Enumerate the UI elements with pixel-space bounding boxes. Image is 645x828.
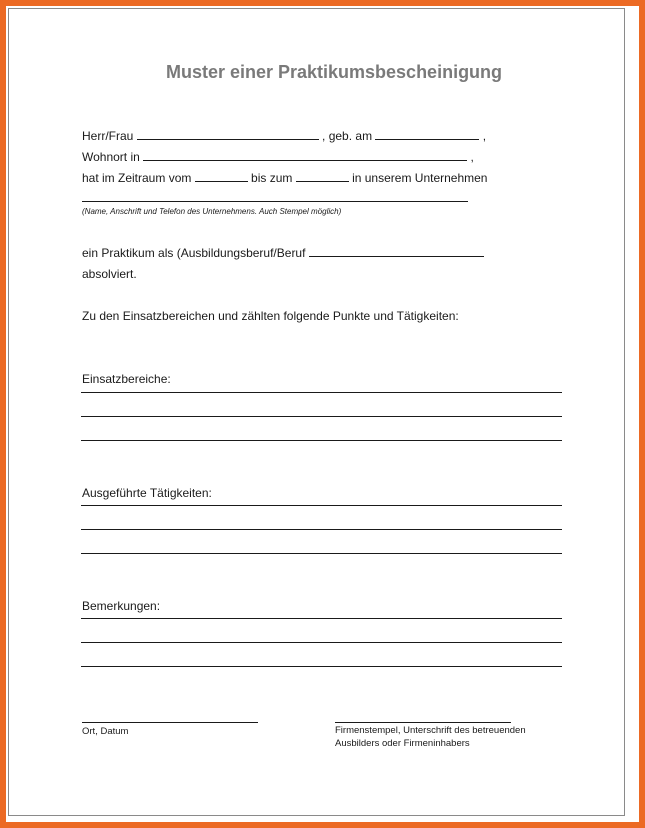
activities-rule-2[interactable] <box>81 529 562 530</box>
place-date-line[interactable] <box>82 722 258 723</box>
areas-intro: Zu den Einsatzbereichen und zählten folgende Punkte und Tätigkeiten: <box>82 309 459 323</box>
document-title: Muster einer Praktikumsbescheinigung <box>165 62 503 82</box>
residence-line <box>82 150 474 164</box>
signature-label-1: Firmenstempel, Unterschrift des betreuenden <box>335 725 526 736</box>
place-date-label: Ort, Datum <box>82 726 129 737</box>
name-blank[interactable] <box>137 129 319 140</box>
name-line <box>82 129 486 143</box>
period-to-blank[interactable] <box>296 171 349 182</box>
areas-rule-1[interactable] <box>81 392 562 393</box>
internship-label: ein Praktikum als (Ausbildungsberuf/Beruf <box>82 246 306 260</box>
remarks-rule-2[interactable] <box>81 642 562 643</box>
areas-rule-2[interactable] <box>81 416 562 417</box>
company-note: (Name, Anschrift und Telefon des Unternehmens. Auch Stempel möglich) <box>82 207 342 216</box>
period-from-blank[interactable] <box>195 171 248 182</box>
areas-heading: Einsatzbereiche: <box>82 372 171 386</box>
residence-label: Wohnort in <box>82 150 140 164</box>
remarks-heading: Bemerkungen: <box>82 599 161 613</box>
comma: , <box>482 129 487 143</box>
activities-rule-1[interactable] <box>81 505 562 506</box>
period-from-label: hat im Zeitraum vom <box>82 171 192 185</box>
activities-heading: Ausgeführte Tätigkeiten: <box>82 486 212 500</box>
period-line <box>82 171 487 185</box>
completed-text: absolviert. <box>82 267 137 281</box>
profession-blank[interactable] <box>309 246 484 257</box>
company-blank[interactable] <box>82 201 468 202</box>
period-to-label: bis zum <box>251 171 293 185</box>
comma: , <box>470 150 474 164</box>
company-label: in unserem Unternehmen <box>352 171 488 185</box>
areas-rule-3[interactable] <box>81 440 562 441</box>
remarks-rule-3[interactable] <box>81 666 562 667</box>
signature-label-2: Ausbilders oder Firmeninhabers <box>335 738 470 749</box>
residence-blank[interactable] <box>143 150 467 161</box>
birthdate-blank[interactable] <box>375 129 479 140</box>
salutation-label: Herr/Frau <box>82 129 134 143</box>
internship-line <box>82 246 484 260</box>
remarks-rule-1[interactable] <box>81 618 562 619</box>
signature-line[interactable] <box>335 722 511 723</box>
birthdate-label: , geb. am <box>322 129 373 143</box>
activities-rule-3[interactable] <box>81 553 562 554</box>
